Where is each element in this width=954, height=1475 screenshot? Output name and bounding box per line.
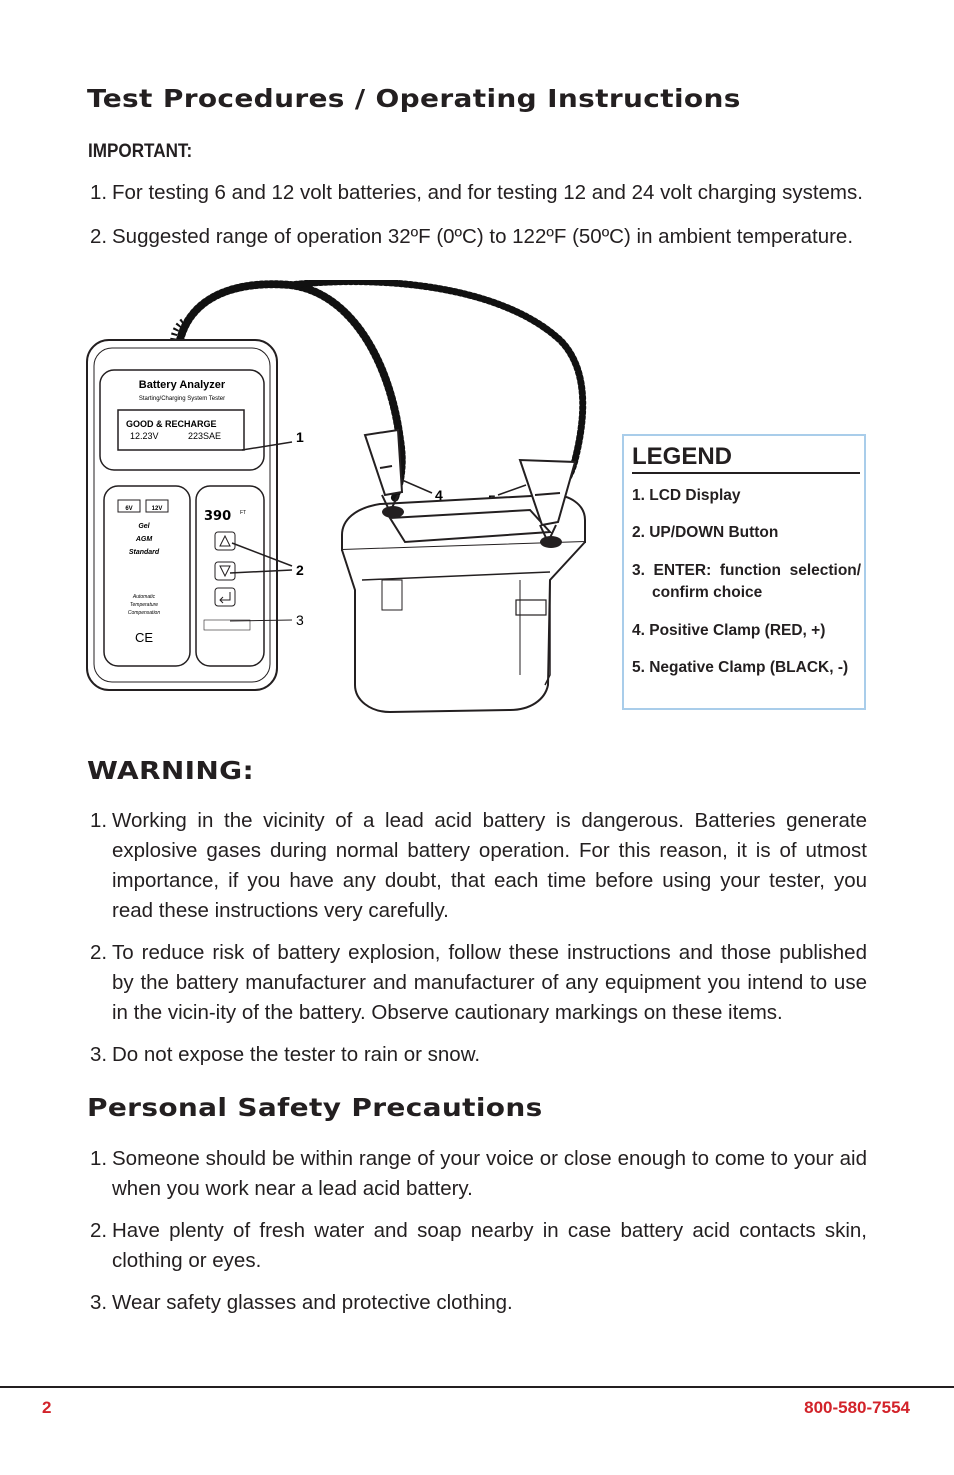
legend-title: LEGEND (632, 442, 860, 474)
keypad-unit: FT (240, 510, 247, 516)
device-title: Battery Analyzer (138, 379, 226, 391)
list-item: 1. Working in the vicinity of a lead acid battery is dangerous. Batteries generate explosive gases during normal battery operation. For this reason, it is of utmost importance, if you have any doubt, that each time before using your tester, you read these instructions very carefully. (90, 809, 867, 922)
device-subtitle: Starting/Charging System Tester (138, 396, 226, 402)
important-label: IMPORTANT: (88, 141, 193, 162)
battery-6v-label: 6V (125, 506, 133, 512)
callout-3: 3 (296, 612, 304, 628)
warning-list (87, 806, 867, 1070)
battery-analyzer-illustration (80, 280, 620, 720)
callout-2: 2 (296, 562, 304, 578)
legend-item-positive-clamp: 4. Positive Clamp (RED, +) (632, 622, 826, 639)
callout-4: 4 (435, 487, 443, 503)
down-button[interactable] (215, 562, 235, 580)
phone-number: 800-580-7554 (804, 1398, 910, 1417)
list-item: 1. For testing 6 and 12 volt batteries, and for testing 12 and 24 volt charging systems. (90, 181, 863, 204)
lcd-display (118, 410, 244, 450)
list-item: 3. Wear safety glasses and protective clothing. (90, 1291, 513, 1314)
important-list (87, 178, 867, 252)
list-item: 1. Someone should be within range of your voice or close enough to come to your aid when you work near a lead acid battery. (90, 1147, 867, 1200)
list-item: 2. To reduce risk of battery explosion, follow these instructions and those published by the battery manufacturer and manufacturer of any equipment you intend to use in the vicin-ity of the battery. Observe cautionary markings on these items. (90, 941, 867, 1024)
legend-item-up-down-button: 2. UP/DOWN Button (632, 524, 779, 541)
safety-list (87, 1144, 867, 1318)
page-number: 2 (42, 1398, 52, 1417)
temp-comp-line1: Automatic (132, 594, 156, 600)
list-item: 2. Suggested range of operation 32ºF (0ºC) to 122ºF (50ºC) in ambient temperature. (90, 225, 854, 248)
legend-box (622, 434, 866, 710)
legend-item-enter: 3. ENTER: function selection/ (632, 562, 862, 579)
lcd-value2: 223SAE (188, 431, 222, 441)
up-button[interactable] (215, 532, 235, 550)
section-title-test-procedures: Test Procedures / Operating Instructions (87, 84, 741, 113)
footer-divider (0, 1386, 954, 1388)
legend-item-lcd-display: 1. LCD Display (632, 487, 741, 504)
temp-comp-line2: Temperature (129, 602, 159, 608)
legend-item-enter-cont: confirm choice (652, 584, 763, 601)
lcd-value1: 12.23V (130, 431, 159, 441)
temp-comp-line3: Compensation (127, 610, 161, 616)
section-title-warning: WARNING: (87, 756, 255, 785)
keypad-display: 390 (204, 509, 232, 524)
ce-mark: CE (134, 630, 154, 645)
mode-standard: Standard (128, 549, 160, 556)
mode-gel: Gel (138, 523, 150, 530)
lcd-line1: GOOD & RECHARGE (126, 419, 217, 429)
list-item: 2. Have plenty of fresh water and soap nearby in case battery acid contacts skin, clothing or eyes. (90, 1219, 867, 1272)
battery-illustration (342, 495, 585, 712)
mode-agm: AGM (135, 536, 153, 543)
callout-1: 1 (296, 429, 304, 445)
enter-button[interactable] (215, 588, 235, 606)
legend-item-negative-clamp: 5. Negative Clamp (BLACK, -) (632, 659, 849, 676)
list-item: 3. Do not expose the tester to rain or snow. (90, 1043, 481, 1066)
section-title-personal-safety: Personal Safety Precautions (87, 1093, 543, 1122)
battery-12v-label: 12V (151, 506, 163, 512)
